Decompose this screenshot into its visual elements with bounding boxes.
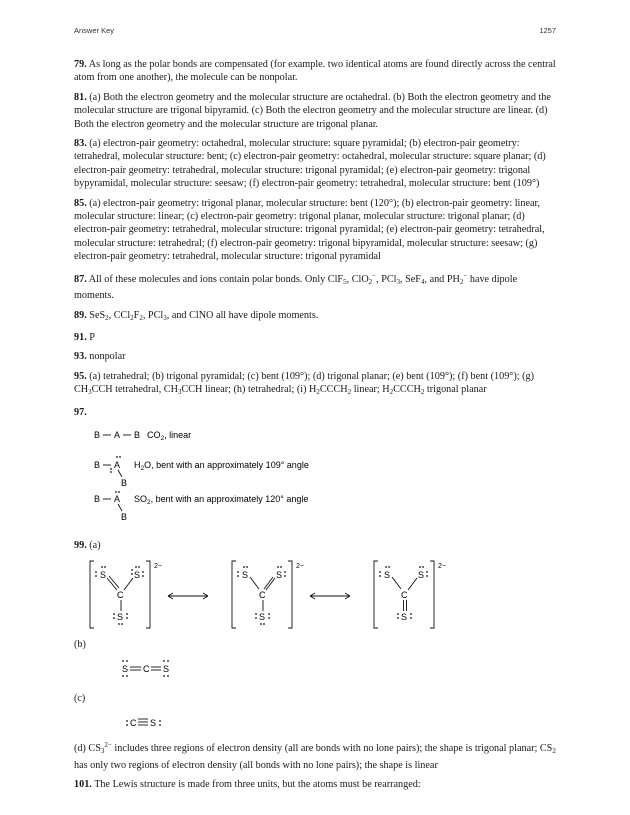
atom-label: C bbox=[143, 663, 150, 674]
bond-line bbox=[118, 504, 122, 511]
answer-number: 87. bbox=[74, 273, 87, 285]
answer-text: , PCl bbox=[142, 309, 164, 321]
answer-text: CCH linear; (h) tetrahedral; (i) H bbox=[181, 384, 317, 396]
answer-number: 101. bbox=[74, 778, 92, 790]
atom-label: S bbox=[259, 612, 266, 623]
part-d bbox=[74, 739, 558, 772]
answer-text: The Lewis structure is made from three units, but the atoms must be rearranged: bbox=[94, 778, 421, 790]
atom-label: C bbox=[259, 590, 266, 601]
lone-pair-dot bbox=[119, 456, 121, 458]
cs3-resonance-diagram bbox=[74, 558, 558, 630]
atom-label: B bbox=[121, 511, 128, 522]
atom-label: C bbox=[117, 590, 124, 601]
atom-label: A bbox=[114, 493, 121, 504]
answer-number: 97. bbox=[74, 406, 87, 418]
answer-text: , and ClNO all have dipole moments. bbox=[166, 309, 319, 321]
answer-text: CCCH bbox=[393, 384, 421, 396]
atom-label: B bbox=[94, 459, 101, 470]
answer-text: , and PH bbox=[424, 273, 460, 285]
answer-number: 93. bbox=[74, 351, 87, 363]
atom-label: S bbox=[401, 612, 408, 623]
answer-text: All of these molecules and ions contain polar bonds. Only ClF bbox=[88, 273, 344, 285]
answer-89 bbox=[74, 309, 558, 325]
subscript: 2 bbox=[389, 388, 394, 397]
answer-97-diagrams bbox=[74, 425, 558, 525]
atom-label: S bbox=[276, 570, 283, 581]
lone-pair-dot bbox=[115, 491, 117, 493]
answer-87 bbox=[74, 270, 558, 303]
atom-label: S bbox=[117, 612, 124, 623]
subscript: 3 bbox=[177, 388, 182, 397]
subscript: 2 bbox=[139, 313, 143, 322]
part-label: (a) bbox=[89, 539, 101, 551]
answer-79 bbox=[74, 58, 558, 85]
answer-83 bbox=[74, 137, 558, 191]
answer-93 bbox=[74, 350, 558, 363]
answer-text: (a) electron-pair geometry: octahedral, molecular structure: square pyramidal; (b) electron-pair geometry: tetrahedral, molecular structure: bent; (c) electron-pair geometry: octahedral, molecular structure: square planar; (d) electron-pair geometry: tetrahedral, molecular structure: trigonal pyramidal; (e) electron-pair geometry: trigonal bypyramidal, molecular structure: seesaw; (f) electron-pair geometry: tetrahedral, molecular structure: bent (109°) bbox=[74, 138, 546, 190]
subscript: 4 bbox=[420, 277, 425, 286]
answer-text: F bbox=[133, 309, 140, 321]
resonance-structure bbox=[232, 561, 304, 628]
subscript: 3 bbox=[163, 313, 167, 322]
subscript: 2 bbox=[368, 277, 373, 286]
answer-text: nonpolar bbox=[89, 351, 126, 363]
subscript: 2 bbox=[130, 313, 134, 322]
cs-triple-bond-structure bbox=[74, 711, 558, 733]
molecule-caption: $CO_2$, linear bbox=[147, 429, 192, 442]
lone-pair-dot bbox=[110, 468, 112, 470]
answer-95 bbox=[74, 370, 558, 400]
answer-text: As long as the polar bonds are compensated (for example. two identical atoms are found directly across the central atom from one another), the molecule can be nonpolar. bbox=[74, 59, 556, 84]
answer-number: 85. bbox=[74, 197, 87, 209]
subscript: 2 bbox=[420, 388, 425, 397]
answer-text: linear; H bbox=[351, 384, 390, 396]
resonance-structure bbox=[90, 561, 162, 628]
answer-text: (d) CS bbox=[74, 743, 101, 755]
atom-label: B bbox=[94, 493, 101, 504]
subscript: 2 bbox=[552, 747, 556, 756]
answer-text: CCH tetrahedral, CH bbox=[91, 384, 178, 396]
part-c-label: (c) bbox=[74, 692, 86, 704]
atom-label: S bbox=[122, 663, 129, 674]
answer-text: CCCH bbox=[319, 384, 348, 396]
subscript: 3 bbox=[396, 277, 401, 286]
bond-line bbox=[118, 470, 122, 477]
subscript: 3 bbox=[88, 388, 92, 397]
answer-text: , SeF bbox=[400, 273, 421, 285]
answer-99 bbox=[74, 539, 558, 552]
answer-text: P bbox=[89, 331, 95, 343]
answer-text: , ClO bbox=[346, 273, 369, 285]
atom-label: S bbox=[150, 718, 157, 729]
answer-number: 81. bbox=[74, 91, 87, 103]
subscript: 2 bbox=[347, 388, 352, 397]
atom-label: A bbox=[114, 459, 121, 470]
answer-81 bbox=[74, 91, 558, 131]
superscript: − bbox=[372, 271, 377, 280]
answer-101 bbox=[74, 778, 558, 791]
answer-97 bbox=[74, 406, 558, 419]
answer-text: (a) Both the electron geometry and the molecular structure are octahedral. (b) Both the electron geometry and the molecular structure are trigonal bipyramid. (c) Both the electron geometry and the molecular structure are linear. (d) Both the electron geometry and the molecular structure are trigonal planar. bbox=[74, 91, 551, 130]
answer-text: has only two regions of electron density (all bonds with no lone pairs); the shape is linear bbox=[74, 759, 438, 771]
molecule-caption: $H_2O$, bent with an approximately 109° angle bbox=[134, 459, 309, 472]
atom-label: B bbox=[134, 429, 141, 440]
atom-label: S bbox=[242, 570, 249, 581]
answer-91 bbox=[74, 331, 558, 344]
resonance-arrow bbox=[310, 593, 350, 599]
answer-number: 91. bbox=[74, 331, 87, 343]
atom-label: S bbox=[418, 570, 425, 581]
subscript: 2 bbox=[316, 388, 320, 397]
answer-85 bbox=[74, 197, 558, 264]
molecule-caption: $SO_2$, bent with an approximately 120° angle bbox=[134, 493, 309, 506]
subscript: 5 bbox=[343, 277, 347, 286]
atom-label: S bbox=[134, 570, 141, 581]
atom-label: A bbox=[114, 429, 121, 440]
answer-text: , PCl bbox=[376, 273, 397, 285]
atom-label: B bbox=[94, 429, 101, 440]
header-left: Answer Key bbox=[74, 26, 115, 35]
lone-pair-dot bbox=[116, 456, 118, 458]
atom-label: C bbox=[130, 718, 137, 729]
atom-label: S bbox=[100, 570, 107, 581]
page-number: 1257 bbox=[539, 26, 556, 35]
atom-label: S bbox=[384, 570, 391, 581]
charge-label: 2− bbox=[438, 563, 446, 571]
answer-text: (a) electron-pair geometry: trigonal planar, molecular structure: bent (120°); (b) electron-pair geometry: linear, molecular structure: linear; (c) electron-pair geometry: trigonal planar, molecular structure: trigonal planar; (d) electron-pair geometry: tetrahedral, molecular structure: trigonal pyramidal; (e) electron-pair geometry: tetrahedral, molecular structure: tetrahedral; (f) electron-pair geometry: trigonal bipyramidal, molecular structure: seesaw; (g) electron-pair geometry: tetrahedral, molecular structure: trigonal pyramidal bbox=[74, 197, 545, 263]
atom-label: B bbox=[121, 477, 128, 488]
superscript: − bbox=[463, 271, 468, 280]
charge-label: 2− bbox=[296, 563, 304, 571]
atom-label: S bbox=[163, 663, 170, 674]
subscript: 3 bbox=[100, 747, 105, 756]
answer-text: SeS bbox=[89, 309, 106, 321]
answer-text: have dipole moments. bbox=[74, 273, 518, 302]
answer-number: 79. bbox=[74, 59, 87, 70]
answer-number: 83. bbox=[74, 138, 87, 150]
answer-number: 95. bbox=[74, 370, 87, 382]
cs2-double-bond-structure bbox=[74, 658, 558, 680]
answer-number: 89. bbox=[74, 309, 87, 321]
answer-text: , CCl bbox=[108, 309, 131, 321]
resonance-arrow bbox=[168, 593, 208, 599]
lone-pair-dot bbox=[118, 491, 120, 493]
resonance-structure bbox=[374, 561, 446, 628]
answer-number: 99. bbox=[74, 539, 87, 551]
atom-label: C bbox=[401, 590, 408, 601]
subscript: 2 bbox=[105, 313, 109, 322]
answer-list bbox=[74, 58, 558, 797]
answer-text: (a) tetrahedral; (b) trigonal pyramidal; (c) bent (109°); (d) trigonal planar; (e) bent (109°); (f) bent (109°); (g) CH bbox=[74, 370, 535, 396]
answer-text: trigonal planar bbox=[424, 384, 487, 396]
superscript: 2− bbox=[104, 741, 112, 750]
subscript: 2 bbox=[459, 277, 464, 286]
part-b-label: (b) bbox=[74, 639, 86, 651]
answer-text: includes three regions of electron density (all are bonds with no lone pairs); the shape is trigonal planar; CS bbox=[111, 743, 553, 755]
charge-label: 2− bbox=[154, 563, 162, 571]
lone-pair-dot bbox=[110, 471, 112, 473]
